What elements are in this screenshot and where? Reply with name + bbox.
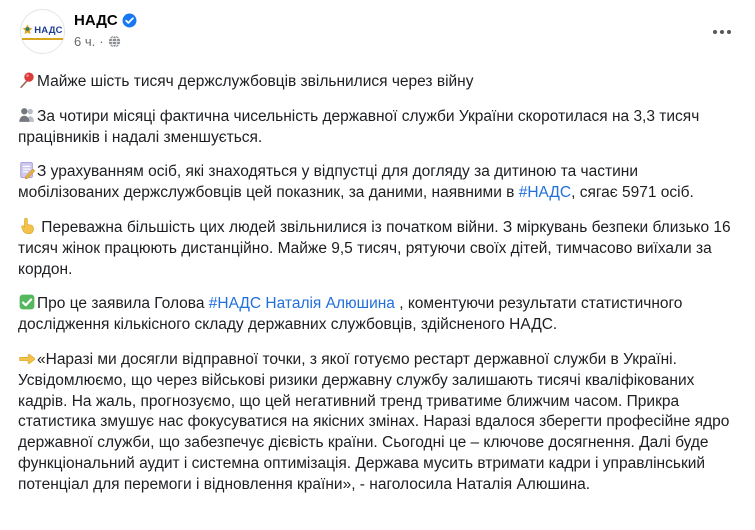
memo-icon — [18, 161, 36, 179]
paragraph-text: Переважна більшість цих людей звільнилися із початком війни. З міркувань безпеки близько 16 тисяч жінок працюють дистанційно. Майже 9,5 тисяч, рятуючи своїх дітей, тимчасово виїхали за кордон. — [18, 218, 731, 278]
paragraph-text: Майже шість тисяч держслужбовців звільнилися через війну — [37, 73, 474, 90]
nads-emblem-icon — [22, 24, 33, 37]
globe-icon — [108, 35, 121, 48]
avatar[interactable] — [20, 9, 65, 54]
separator: · — [99, 34, 104, 49]
post-meta — [74, 12, 137, 49]
paragraph-text: «Наразі ми досягли відправної точки, з якої готуємо рестарт державної служби в Україні. Усвідомлюємо, що через військові ризики державну службу залишають тисячі кваліфікованих кадрів. На жаль, прогнозуємо, що цей негативний тренд триватиме ближчим часом. Прикра статистика змушує нас фокусуватися на якісних змінах. Наразі вдалося зберегти професійне ядро державної служби, що забезпечує дієвість країни. Сьогодні це – ключове досягнення. Далі буде функціональний аудит і системна оптимізація. Держава мусить втримати кадри і управлінський потенціал для перемоги і відновлення країни», - наголосила Наталія Алюшина. — [18, 350, 730, 493]
post-paragraph — [18, 217, 735, 280]
post-info-row — [74, 34, 137, 49]
point-right-icon — [18, 349, 36, 367]
busts-icon — [18, 106, 36, 124]
ellipsis-icon — [713, 30, 717, 34]
point-up-icon — [18, 217, 36, 235]
paragraph-text: , коментуючи результати статистичного дослідження кількісного складу державних службовців, здійсненого НАДС. — [18, 295, 683, 334]
more-options-button[interactable] — [709, 26, 735, 38]
paragraph-text: Про це заявила Голова — [37, 295, 209, 313]
post-body — [18, 60, 735, 496]
avatar-label: НАДС — [34, 24, 63, 36]
post-paragraph — [18, 161, 735, 204]
timestamp[interactable]: 6 ч. — [74, 34, 96, 49]
post-paragraph — [18, 293, 735, 336]
pushpin-icon — [18, 71, 36, 89]
author-name[interactable]: НАДС — [74, 12, 118, 29]
post-link[interactable]: #НАДС Наталія Алюшина — [208, 295, 395, 313]
paragraph-text: , сягає 5971 осіб. — [571, 184, 694, 202]
post-link[interactable]: #НАДС — [518, 184, 572, 202]
check-icon — [18, 293, 36, 311]
post-header — [18, 8, 735, 60]
author-row — [74, 12, 137, 29]
paragraph-text: За чотири місяці фактична чисельність державної служби України скоротилася на 3,3 тисяч працівників і надалі зменшується. — [18, 107, 700, 146]
verified-badge-icon — [122, 13, 137, 28]
post-paragraph — [18, 71, 735, 93]
nads-logo — [22, 24, 63, 40]
paragraph-text: З урахуванням осіб, які знаходяться у відпустці для догляду за дитиною та частини мобілізованих держслужбовців цей показник, за даними, наявними в — [18, 163, 638, 202]
post-paragraph — [18, 106, 735, 149]
post-paragraph — [18, 349, 735, 496]
